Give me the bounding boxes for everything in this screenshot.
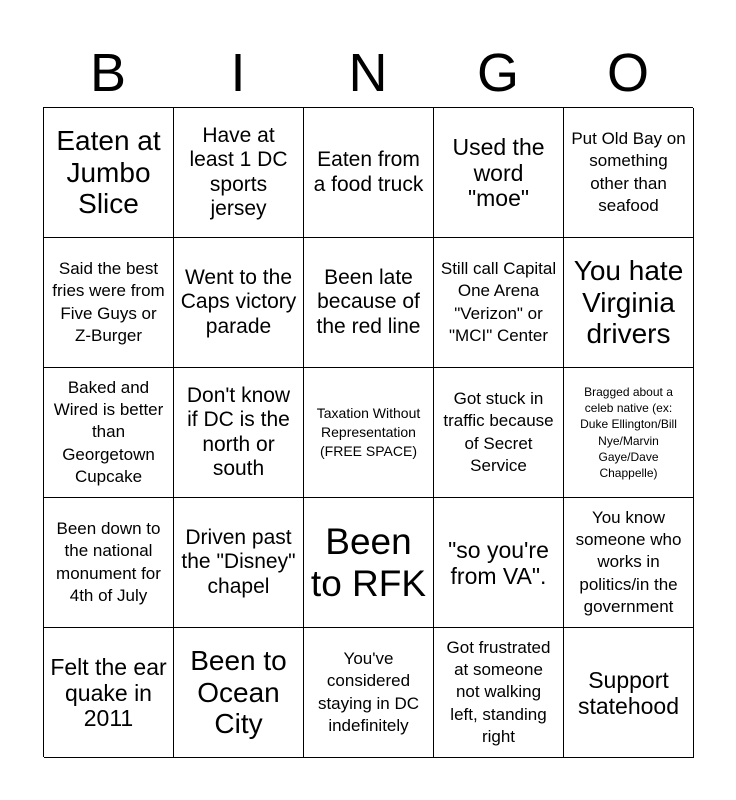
bingo-cell-r1c5[interactable]: Put Old Bay on something other than seafood: [564, 108, 694, 238]
bingo-cell-r1c1[interactable]: Eaten at Jumbo Slice: [44, 108, 174, 238]
bingo-cell-r3c3[interactable]: Taxation Without Representation (FREE SPACE): [304, 368, 434, 498]
header-letter-b: B: [89, 43, 127, 103]
bingo-cell-r5c2[interactable]: Been to Ocean City: [174, 628, 304, 758]
bingo-cell-r5c4[interactable]: Got frustrated at someone not walking left, standing right: [434, 628, 564, 758]
bingo-cell-r3c4[interactable]: Got stuck in traffic because of Secret Service: [434, 368, 564, 498]
bingo-cell-r3c5[interactable]: Bragged about a celeb native (ex: Duke Ellington/Bill Nye/Marvin Gaye/Dave Chappelle): [564, 368, 694, 498]
header-letter-i: I: [230, 43, 246, 103]
bingo-cell-r4c2[interactable]: Driven past the "Disney" chapel: [174, 498, 304, 628]
bingo-cell-r1c4[interactable]: Used the word "moe": [434, 108, 564, 238]
bingo-cell-r5c3[interactable]: You've considered staying in DC indefinitely: [304, 628, 434, 758]
bingo-cell-r1c3[interactable]: Eaten from a food truck: [304, 108, 434, 238]
bingo-header: [43, 40, 693, 106]
bingo-cell-r2c4[interactable]: Still call Capital One Arena "Verizon" or "MCI" Center: [434, 238, 564, 368]
bingo-cell-r3c2[interactable]: Don't know if DC is the north or south: [174, 368, 304, 498]
bingo-cell-r1c2[interactable]: Have at least 1 DC sports jersey: [174, 108, 304, 238]
bingo-cell-r2c2[interactable]: Went to the Caps victory parade: [174, 238, 304, 368]
bingo-cell-r2c3[interactable]: Been late because of the red line: [304, 238, 434, 368]
bingo-card-grid: [43, 107, 693, 757]
bingo-cell-r4c3[interactable]: Been to RFK: [304, 498, 434, 628]
bingo-cell-r2c1[interactable]: Said the best fries were from Five Guys or Z-Burger: [44, 238, 174, 368]
bingo-cell-r2c5[interactable]: You hate Virginia drivers: [564, 238, 694, 368]
bingo-cell-r4c5[interactable]: You know someone who works in politics/in the government: [564, 498, 694, 628]
bingo-cell-r4c1[interactable]: Been down to the national monument for 4th of July: [44, 498, 174, 628]
bingo-cell-r5c5[interactable]: Support statehood: [564, 628, 694, 758]
header-letter-g: G: [476, 43, 519, 103]
bingo-cell-r3c1[interactable]: Baked and Wired is better than Georgetown Cupcake: [44, 368, 174, 498]
bingo-cell-r5c1[interactable]: Felt the ear quake in 2011: [44, 628, 174, 758]
header-letter-n: N: [348, 43, 388, 103]
header-letter-o: O: [606, 43, 649, 103]
bingo-cell-r4c4[interactable]: "so you're from VA".: [434, 498, 564, 628]
